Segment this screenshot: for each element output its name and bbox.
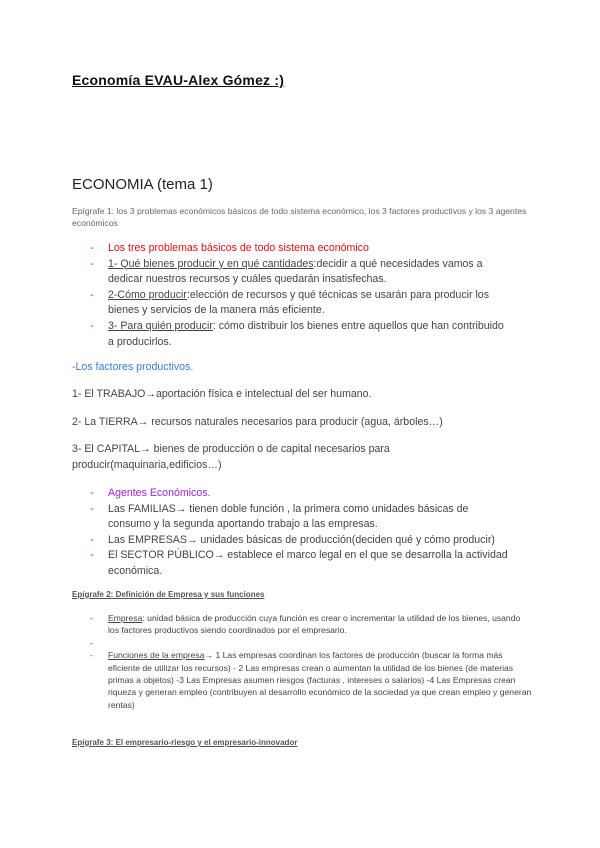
list-item — [72, 612, 532, 637]
epigrafe-2: Epígrafe 2: Definición de Empresa y sus funciones — [72, 590, 265, 599]
empresa-list — [72, 612, 532, 711]
epigrafe-3: Epígrafe 3: El empresario-riesgo y el empresario-innovador — [72, 738, 298, 747]
list-item — [72, 502, 512, 533]
document-title: Economía EVAU-Alex Gómez :) — [72, 72, 285, 88]
agente-text: Las FAMILIAS→ tienen doble función , la primera como unidades básicas de consumo y la segunda aportando trabajo a las empresas. — [108, 502, 469, 531]
agentes-heading: Agentes Económicos. — [108, 487, 211, 499]
factores-heading: -Los factores productivos. — [72, 361, 194, 373]
list-item — [72, 548, 512, 579]
list-item — [72, 486, 512, 502]
funciones-text: → 1 Las empresas coordinan los factores de producción (buscar la forma más eficiente de utilizar los recursos) - 2 Las empresas crean o aumentan la utilidad de los bienes (de materias primas a objetos) -3 Las Empresas asumen riesgos (facturas , intereses o salarios) -4 Las Empresas crean riqueza y generan empleo (contribuyen al desarrollo económico de la sociedad ya que crean empleo y generan rentas) — [108, 650, 532, 710]
list-item — [72, 649, 532, 711]
funciones-term: Funciones de la empresa — [108, 650, 205, 661]
agente-text: El SECTOR PÚBLICO→ establece el marco legal en el que se desarrolla la actividad económica. — [108, 549, 508, 577]
problem-term: 2-Cómo producir — [108, 288, 187, 301]
problem-term: 3- Para quién producir — [108, 319, 213, 332]
list-item — [72, 319, 512, 350]
section-heading: ECONOMIA (tema 1) — [72, 176, 213, 193]
factor-item: 3- El CAPITAL→ bienes de producción o de capital necesarios para producir(maquinaria,edificios…) — [72, 443, 390, 471]
problems-list — [72, 241, 512, 350]
problem-text: : cómo distribuir los bienes entre aquellos que han contribuido a producirlos. — [108, 319, 504, 348]
problem-text: :decidir a qué necesidades vamos a dedicar nuestros recursos y cuáles quedarán insatisfechas. — [108, 257, 483, 286]
problem-term: 1- Qué bienes producir y en qué cantidades — [108, 257, 314, 270]
agente-text: Las EMPRESAS→ unidades básicas de producción(deciden qué y cómo producir) — [108, 533, 495, 546]
empresa-term: Empresa — [108, 613, 143, 623]
problem-text: :elección de recursos y qué técnicas se usarán para producir los bienes y servicios de la manera más eficiente. — [108, 288, 489, 317]
epigrafe-1: Epígrafe 1: los 3 problemas económicos básicos de todo sistema económico, los 3 factores productivos y los 3 agentes económicos — [72, 206, 527, 228]
list-item — [72, 533, 512, 549]
list-item — [72, 637, 532, 649]
factor-item: 1- El TRABAJO→aportación física e intelectual del ser humano. — [72, 388, 372, 400]
factor-item: 2- La TIERRA→ recursos naturales necesarios para producir (agua, árboles…) — [72, 416, 443, 428]
list-item — [72, 288, 512, 319]
list-item — [72, 257, 512, 288]
empresa-text: : unidad básica de producción cuya función es crear o incrementar la utilidad de los bienes, usando los factores productivos siendo coordinados por el empresario. — [108, 613, 521, 636]
list-item — [72, 241, 512, 257]
agentes-list — [72, 486, 512, 580]
problems-heading: Los tres problemas básicos de todo sistema económico — [108, 242, 369, 254]
